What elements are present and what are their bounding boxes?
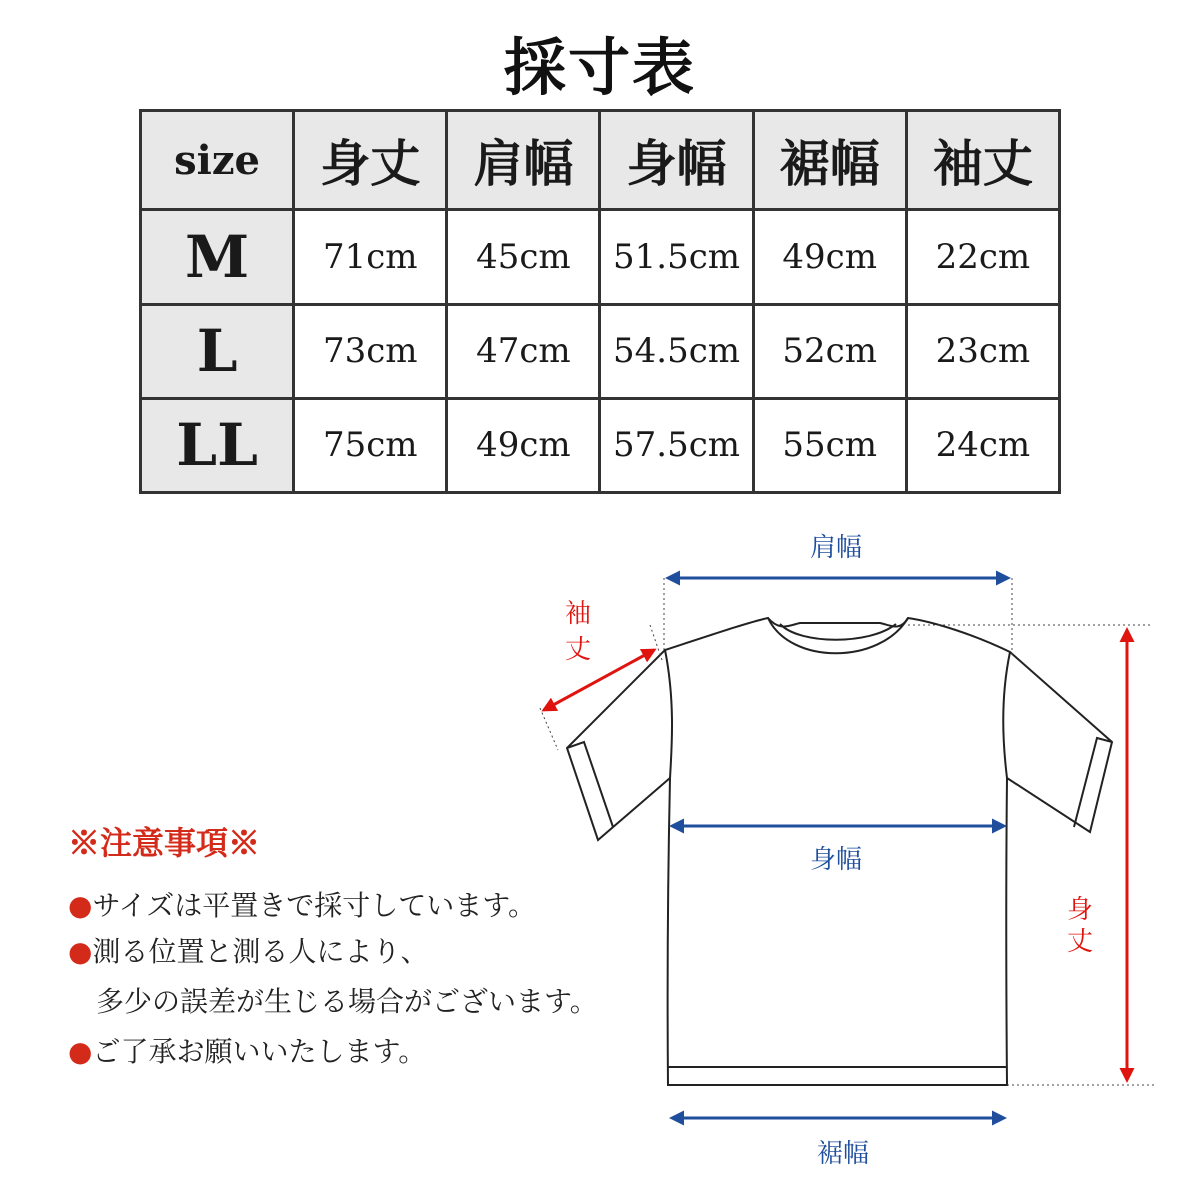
table-cell: 73cm — [294, 304, 447, 398]
guide-lines — [540, 578, 1155, 1085]
table-cell: 49cm — [753, 210, 906, 304]
sleeve-length-arrow — [544, 650, 654, 710]
note-item — [68, 930, 428, 970]
table-cell: 47cm — [447, 304, 600, 398]
note-item — [68, 884, 536, 924]
note-text: サイズは平置きで採寸しています。 — [92, 889, 536, 922]
table-cell: 51.5cm — [600, 210, 753, 304]
notes-title: ※注意事項※ — [68, 824, 261, 862]
row-size-label: M — [141, 210, 294, 304]
note-text: 測る位置と測る人により、 — [92, 935, 429, 968]
header-hem-width: 裾幅 — [753, 111, 906, 210]
bullet-icon: ● — [68, 889, 93, 922]
header-body-width: 身幅 — [600, 111, 753, 210]
note-item — [68, 1030, 426, 1070]
shoulder-width-label: 肩幅 — [809, 533, 863, 563]
header-size: size — [141, 111, 294, 210]
table-cell: 55cm — [753, 398, 906, 492]
table-cell: 23cm — [906, 304, 1059, 398]
row-size-label: L — [141, 304, 294, 398]
header-sleeve: 袖丈 — [906, 111, 1059, 210]
row-size-label: LL — [141, 398, 294, 492]
table-cell: 75cm — [294, 398, 447, 492]
note-item-continued — [96, 980, 598, 1020]
table-cell: 24cm — [906, 398, 1059, 492]
note-text: ご了承お願いいたします。 — [92, 1035, 427, 1068]
table-cell: 52cm — [753, 304, 906, 398]
hem-width-label: 裾幅 — [816, 1139, 870, 1169]
table-cell: 54.5cm — [600, 304, 753, 398]
table-cell: 71cm — [294, 210, 447, 304]
body-length-label-2: 丈 — [1066, 927, 1094, 957]
sleeve-length-label-2: 丈 — [564, 635, 592, 665]
header-length: 身丈 — [294, 111, 447, 210]
body-length-label-1: 身 — [1066, 895, 1094, 925]
table-cell: 49cm — [447, 398, 600, 492]
bullet-icon: ● — [68, 935, 93, 968]
table-cell: 45cm — [447, 210, 600, 304]
table-cell: 57.5cm — [600, 398, 753, 492]
sleeve-length-label-1: 袖 — [564, 599, 592, 629]
body-width-label: 身幅 — [809, 845, 863, 875]
header-shoulder: 肩幅 — [447, 111, 600, 210]
page-title: 採寸表 — [503, 31, 696, 104]
bullet-icon: ● — [68, 1035, 93, 1068]
note-text: 多少の誤差が生じる場合がございます。 — [96, 985, 598, 1018]
table-cell: 22cm — [906, 210, 1059, 304]
